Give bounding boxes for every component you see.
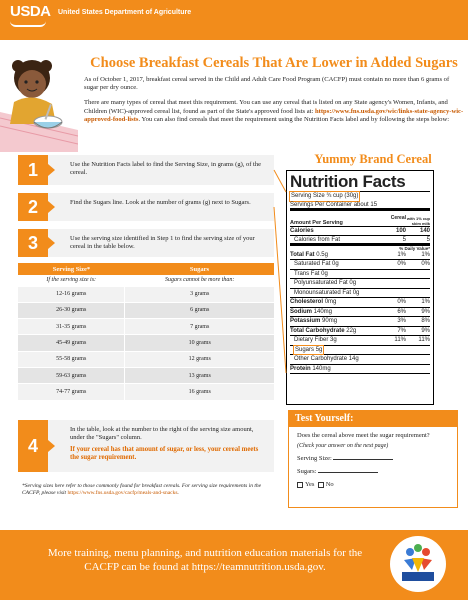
nutrient-row: Polyunsaturated Fat 0g	[290, 279, 430, 289]
step-number: 3	[18, 229, 48, 257]
table-subheader: Sugars cannot be more than:	[125, 275, 274, 286]
team-nutrition-logo	[390, 536, 446, 592]
step-text: Find the Sugars line. Look at the number of grams (g) next to Sugars.	[70, 199, 251, 206]
step-4-highlight: If your cereal has that amount of sugar, or less, your cereal meets the sugar requirement.	[70, 446, 259, 461]
test-heading: Test Yourself:	[289, 411, 457, 427]
usda-logo: USDA	[10, 4, 50, 32]
step-text: Use the serving size identified in Step 1 to find the serving size of your cereal in the table below.	[70, 235, 255, 250]
nutrient-row: Total Fat 0.5g 1% 1%	[290, 251, 430, 261]
step-1	[18, 155, 274, 185]
step-3	[18, 229, 274, 257]
table-header: Sugars	[125, 263, 274, 275]
brand-title: Yummy Brand Cereal	[314, 152, 432, 166]
test-hint: (Check your answer on the next page)	[297, 443, 389, 449]
table-row: 12-16 grams 3 grams	[18, 286, 274, 302]
nutrient-row: Potassium 90mg 3% 8%	[290, 317, 430, 327]
yes-checkbox[interactable]	[297, 482, 303, 488]
table-row: 45-49 grams 10 grams	[18, 335, 274, 351]
nutrient-row: Cholesterol 0mg 0% 1%	[290, 298, 430, 308]
page-title: Choose Breakfast Cereals That Are Lower in Added Sugars	[90, 55, 458, 71]
table-row: 55-58 grams 12 grams	[18, 351, 274, 367]
sugars-field[interactable]	[318, 472, 378, 473]
footnote: *Serving sizes here refer to those commonly found for breakfast cereals. For serving size requirements in the CACFP, please visit https://www.fns.usda.gov/cacfp/meals-and-snacks.	[22, 483, 262, 496]
table-subheader: If the serving size is:	[18, 275, 125, 286]
step-number: 1	[18, 155, 48, 185]
table-row: 59-63 grams 13 grams	[18, 367, 274, 383]
test-yourself-box: Test Yourself: Does the cereal above meet the sugar requirement? (Check your answer on the next page) Serving Size: Sugars: Yes No	[288, 410, 458, 508]
nutrient-row: Sugars 5g	[290, 346, 430, 356]
daily-value-header: % Daily Value*	[399, 245, 430, 251]
servings-per-container: Servings Per Container about 15	[290, 202, 378, 208]
table-row: 74-77 grams 16 grams	[18, 384, 274, 400]
serving-size: Serving Size ¾ cup (30g)	[291, 193, 359, 199]
step-text: Use the Nutrition Facts label to find the Serving Size, in grams (g), of the cereal.	[70, 161, 261, 176]
col-cereal: Cereal	[390, 214, 406, 221]
amount-per-serving: Amount Per Serving	[290, 219, 343, 226]
step-number: 4	[18, 420, 48, 472]
nutrient-row: Trans Fat 0g	[290, 270, 430, 280]
test-question: Does the cereal above meet the sugar requirement?	[297, 432, 430, 439]
calories-row: Calories 100 140	[290, 227, 430, 237]
step-4	[18, 420, 274, 472]
step-number: 2	[18, 193, 48, 221]
serving-size-field[interactable]	[333, 459, 393, 460]
step-2	[18, 193, 274, 221]
nutrient-list	[290, 251, 430, 375]
nutrient-row: Sodium 140mg 6% 9%	[290, 308, 430, 318]
footer-text: More training, menu planning, and nutrition education materials for the CACFP can be found at https://teamnutrition.usda.gov.	[47, 547, 363, 573]
sugars-label: Sugars:	[297, 468, 317, 475]
intro-paragraph-2: There are many types of cereal that meet this requirement. You can use any cereal that is listed on any State agency's Women, Infants, and Children (WIC)-approved cereal list, found as part of the State's approved food lists at: https://www.fns.usda.gov/wic/links-state-agency-wic-approved-food-lists. You can also find cereals that meet the requirement using the Nutrition Facts label and by following the steps below:	[84, 99, 464, 123]
calories-fat-row: Calories from Fat 5 5	[290, 236, 430, 246]
nutrient-row: Total Carbohydrate 22g 7% 9%	[290, 327, 430, 337]
intro-paragraph-1: As of October 1, 2017, breakfast cereal served in the Child and Adult Care Food Program (CACFP) must contain no more than 6 grams of sugar per dry ounce.	[84, 76, 450, 92]
child-eating-cereal-illustration	[0, 52, 78, 152]
table-row: 26-30 grams 6 grams	[18, 302, 274, 318]
cacfp-meals-link[interactable]: https://www.fns.usda.gov/cacfp/meals-and-snacks	[67, 490, 178, 496]
agency-name: United States Department of Agriculture	[58, 9, 192, 16]
table-row: 31-35 grams 7 grams	[18, 319, 274, 335]
col-with-milk: with 1% cup skim milk	[406, 215, 430, 226]
header-bar	[0, 0, 468, 40]
nutrient-row: Other Carbohydrate 14g	[290, 355, 430, 365]
intro-text	[84, 76, 464, 131]
serving-size-label: Serving Size:	[297, 455, 332, 462]
nutrient-row: Dietary Fiber 3g 11% 11%	[290, 336, 430, 346]
table-header: Serving Size*	[18, 263, 125, 275]
nutrition-facts-heading: Nutrition Facts	[290, 173, 430, 192]
sugar-limit-table	[18, 263, 274, 401]
no-checkbox[interactable]	[318, 482, 324, 488]
step-text: In the table, look at the number to the right of the serving size amount, under the "Sugars" column. If your cereal has that amount of sugar, or less, your cereal meets the sugar requirement.	[70, 426, 268, 462]
nutrient-row: Protein 140mg	[290, 365, 430, 375]
nutrition-facts-label	[286, 170, 434, 405]
nutrient-row: Monounsaturated Fat 0g	[290, 289, 430, 299]
wic-list-link[interactable]: https://www.fns.usda.gov/wic/links-state-agency-wic-approved-food-lists	[84, 107, 464, 123]
nutrient-row: Saturated Fat 0g 0% 0%	[290, 260, 430, 270]
